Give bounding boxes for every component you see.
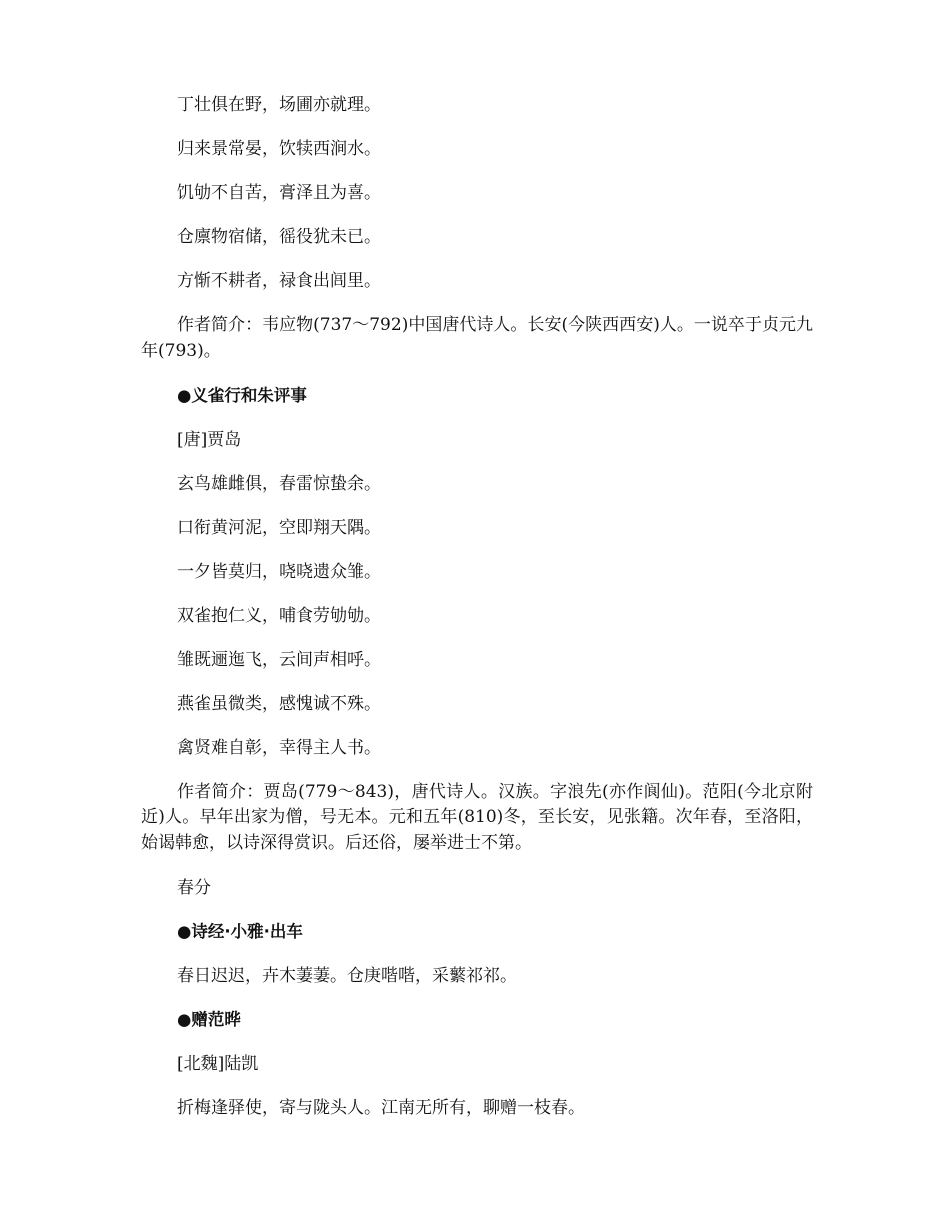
author-note: 作者简介：贾岛(779～843)，唐代诗人。汉族。字浪先(亦作阆仙)。范阳(今北京附近)人。早年出家为僧，号无本。元和五年(810)冬，至长安，见张籍。次年春，至洛阳，始谒韩愈，以诗深得赏识。后还俗，屡举进士不第。	[141, 781, 813, 853]
poem-text: 折梅逢驿使，寄与陇头人。江南无所有，聊赠一枝春。	[177, 1097, 585, 1118]
poem-title: ●诗经·小雅·出车	[177, 921, 303, 941]
poem-line: 禽贤难自彰，幸得主人书。	[177, 737, 381, 758]
poem-title: ●赠范晔	[177, 1009, 241, 1029]
poem-line: 仓廪物宿储，徭役犹未已。	[177, 227, 381, 247]
poem-line: 燕雀虽微类，感愧诚不殊。	[177, 693, 381, 714]
document-page	[141, 93, 813, 1140]
poem-line: 口衔黄河泥，空即翔天隅。	[177, 517, 381, 538]
poem-title: ●义雀行和朱评事	[177, 385, 307, 405]
poem-line: 玄鸟雄雌俱，春雷惊蛰余。	[177, 473, 381, 494]
section-title: 春分	[177, 877, 211, 898]
poem-line: 归来景常晏，饮犊西涧水。	[177, 139, 381, 159]
poem-author: [北魏]陆凯	[177, 1053, 259, 1074]
poem-line: 一夕皆莫归，哓哓遗众雏。	[177, 561, 381, 582]
poem-line: 双雀抱仁义，哺食劳劬劬。	[177, 605, 381, 626]
poem-line: 雏既逦迤飞，云间声相呼。	[177, 649, 381, 670]
poem-text: 春日迟迟，卉木萋萋。仓庚喈喈，采蘩祁祁。	[177, 965, 517, 986]
poem-line: 饥劬不自苦，膏泽且为喜。	[177, 183, 381, 203]
poem-author: [唐]贾岛	[177, 429, 242, 450]
author-note: 作者简介：韦应物(737～792)中国唐代诗人。长安(今陕西西安)人。一说卒于贞元九年(793)。	[141, 315, 813, 361]
poem-line: 丁壮俱在野，场圃亦就理。	[177, 95, 381, 115]
poem-line: 方惭不耕者，禄食出闾里。	[177, 271, 381, 291]
